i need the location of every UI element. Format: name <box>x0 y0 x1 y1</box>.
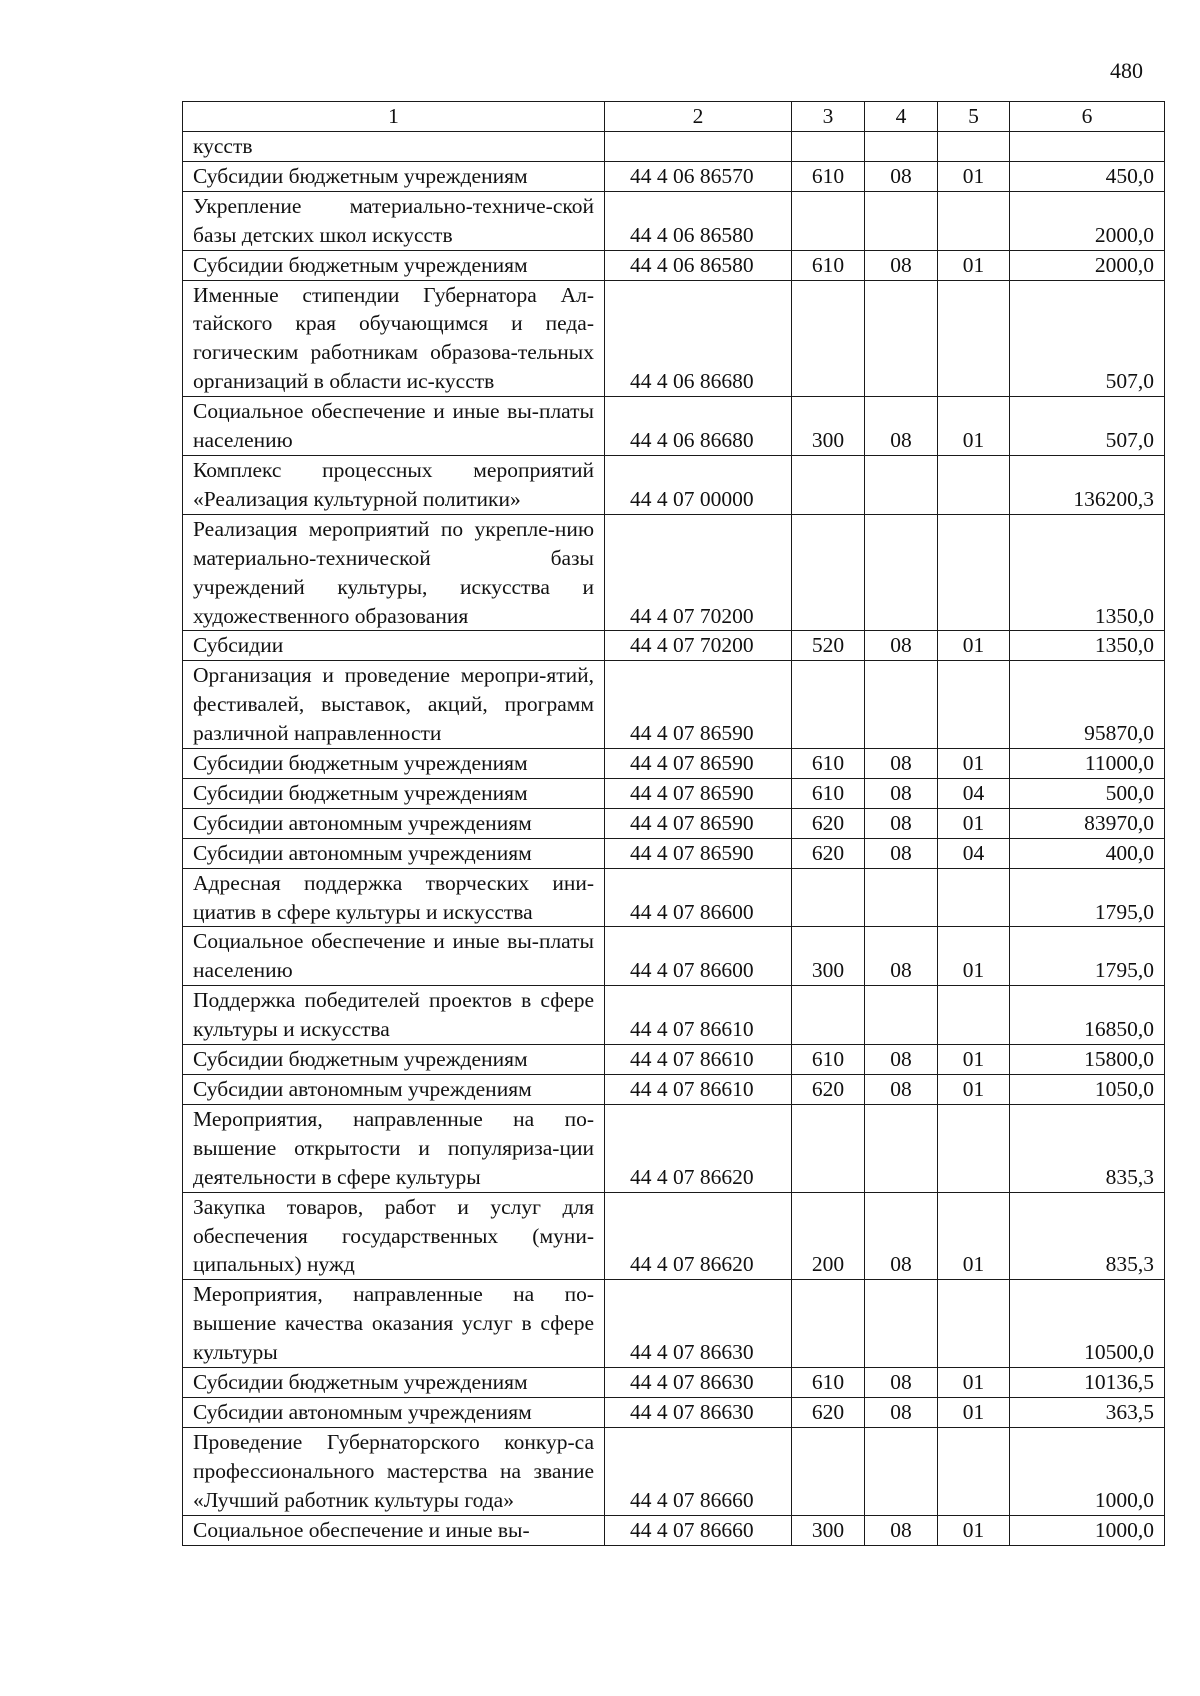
expense-type-code: 200 <box>792 1192 865 1280</box>
table-row <box>183 514 1165 631</box>
section-code <box>865 986 938 1045</box>
target-article-code: 44 4 07 86610 <box>605 986 792 1045</box>
item-name: Именные стипендии Губернатора Ал-тайского края обучающимся и педа-гогическим работникам образова-тельных организаций в области ис-кусств <box>183 280 605 397</box>
amount: 1795,0 <box>1010 927 1165 986</box>
section-code: 08 <box>865 927 938 986</box>
item-name: Субсидии автономным учреждениям <box>183 808 605 838</box>
expense-type-code: 620 <box>792 1075 865 1105</box>
amount: 835,3 <box>1010 1104 1165 1192</box>
section-code <box>865 514 938 631</box>
item-name: Социальное обеспечение и иные вы-платы населению <box>183 927 605 986</box>
table-row <box>183 191 1165 250</box>
subsection-code: 01 <box>938 161 1010 191</box>
table-row <box>183 986 1165 1045</box>
item-name: Субсидии бюджетным учреждениям <box>183 250 605 280</box>
table-row <box>183 868 1165 927</box>
table-row <box>183 1427 1165 1515</box>
table-row <box>183 1075 1165 1105</box>
item-name: Организация и проведение меропри-ятий, фестивалей, выставок, акций, программ различной направленности <box>183 661 605 749</box>
item-name: Проведение Губернаторского конкур-са профессионального мастерства на звание «Лучший работник культуры года» <box>183 1427 605 1515</box>
amount: 1350,0 <box>1010 631 1165 661</box>
expense-type-code <box>792 986 865 1045</box>
column-header-1: 1 <box>183 102 605 132</box>
item-name: Субсидии автономным учреждениям <box>183 838 605 868</box>
subsection-code <box>938 1104 1010 1192</box>
subsection-code <box>938 1427 1010 1515</box>
section-code: 08 <box>865 778 938 808</box>
expense-type-code: 300 <box>792 397 865 456</box>
section-code <box>865 1427 938 1515</box>
expense-type-code: 520 <box>792 631 865 661</box>
table-row <box>183 838 1165 868</box>
subsection-code <box>938 1280 1010 1368</box>
item-name: Субсидии бюджетным учреждениям <box>183 749 605 779</box>
expense-type-code <box>792 1104 865 1192</box>
subsection-code <box>938 986 1010 1045</box>
section-code: 08 <box>865 1192 938 1280</box>
target-article-code: 44 4 07 86600 <box>605 927 792 986</box>
table-row <box>183 661 1165 749</box>
amount: 1350,0 <box>1010 514 1165 631</box>
amount: 11000,0 <box>1010 749 1165 779</box>
item-name: Социальное обеспечение и иные вы-платы населению <box>183 397 605 456</box>
subsection-code: 01 <box>938 927 1010 986</box>
section-code: 08 <box>865 631 938 661</box>
table-row <box>183 1368 1165 1398</box>
amount: 83970,0 <box>1010 808 1165 838</box>
section-code: 08 <box>865 250 938 280</box>
item-name: Мероприятия, направленные на по-вышение качества оказания услуг в сфере культуры <box>183 1280 605 1368</box>
section-code: 08 <box>865 397 938 456</box>
section-code: 08 <box>865 1045 938 1075</box>
item-name: Адресная поддержка творческих ини-циатив в сфере культуры и искусства <box>183 868 605 927</box>
target-article-code: 44 4 07 86630 <box>605 1397 792 1427</box>
amount: 136200,3 <box>1010 455 1165 514</box>
section-code <box>865 455 938 514</box>
amount: 15800,0 <box>1010 1045 1165 1075</box>
section-code: 08 <box>865 1075 938 1105</box>
target-article-code: 44 4 06 86570 <box>605 161 792 191</box>
column-header-5: 5 <box>938 102 1010 132</box>
section-code <box>865 1104 938 1192</box>
expense-type-code: 610 <box>792 161 865 191</box>
subsection-code: 01 <box>938 1075 1010 1105</box>
subsection-code <box>938 132 1010 162</box>
column-header-2: 2 <box>605 102 792 132</box>
amount: 450,0 <box>1010 161 1165 191</box>
expense-type-code: 610 <box>792 1045 865 1075</box>
amount: 363,5 <box>1010 1397 1165 1427</box>
section-code: 08 <box>865 808 938 838</box>
expense-type-code <box>792 455 865 514</box>
target-article-code: 44 4 06 86680 <box>605 397 792 456</box>
target-article-code <box>605 132 792 162</box>
expense-type-code: 610 <box>792 1368 865 1398</box>
subsection-code: 01 <box>938 631 1010 661</box>
target-article-code: 44 4 07 86610 <box>605 1045 792 1075</box>
target-article-code: 44 4 07 86590 <box>605 778 792 808</box>
subsection-code: 01 <box>938 397 1010 456</box>
expense-type-code: 620 <box>792 838 865 868</box>
column-header-6: 6 <box>1010 102 1165 132</box>
item-name: Поддержка победителей проектов в сфере культуры и искусства <box>183 986 605 1045</box>
target-article-code: 44 4 07 86620 <box>605 1192 792 1280</box>
expense-type-code: 620 <box>792 808 865 838</box>
table-row <box>183 1515 1165 1545</box>
target-article-code: 44 4 07 86590 <box>605 838 792 868</box>
item-name: Укрепление материально-техниче-ской базы детских школ искусств <box>183 191 605 250</box>
subsection-code <box>938 280 1010 397</box>
amount: 16850,0 <box>1010 986 1165 1045</box>
target-article-code: 44 4 06 86680 <box>605 280 792 397</box>
target-article-code: 44 4 07 86660 <box>605 1427 792 1515</box>
item-name: Реализация мероприятий по укрепле-нию материально-технической базы учреждений культуры, искусства и художественного образования <box>183 514 605 631</box>
expense-type-code <box>792 514 865 631</box>
item-name: Субсидии <box>183 631 605 661</box>
expense-type-code: 610 <box>792 749 865 779</box>
section-code: 08 <box>865 838 938 868</box>
target-article-code: 44 4 07 86620 <box>605 1104 792 1192</box>
table-row <box>183 1045 1165 1075</box>
amount: 1795,0 <box>1010 868 1165 927</box>
target-article-code: 44 4 07 86600 <box>605 868 792 927</box>
subsection-code <box>938 868 1010 927</box>
section-code: 08 <box>865 1515 938 1545</box>
table-row <box>183 397 1165 456</box>
target-article-code: 44 4 06 86580 <box>605 191 792 250</box>
section-code <box>865 868 938 927</box>
subsection-code: 01 <box>938 1397 1010 1427</box>
amount: 10136,5 <box>1010 1368 1165 1398</box>
item-name: Субсидии автономным учреждениям <box>183 1397 605 1427</box>
section-code: 08 <box>865 161 938 191</box>
target-article-code: 44 4 07 00000 <box>605 455 792 514</box>
table-row <box>183 132 1165 162</box>
expense-type-code: 300 <box>792 1515 865 1545</box>
subsection-code <box>938 455 1010 514</box>
expense-type-code <box>792 661 865 749</box>
target-article-code: 44 4 07 86590 <box>605 661 792 749</box>
table-header-row <box>183 102 1165 132</box>
table-row <box>183 250 1165 280</box>
item-name: Социальное обеспечение и иные вы- <box>183 1515 605 1545</box>
subsection-code: 04 <box>938 778 1010 808</box>
expense-type-code <box>792 191 865 250</box>
amount: 2000,0 <box>1010 191 1165 250</box>
table-row <box>183 1104 1165 1192</box>
table-row <box>183 808 1165 838</box>
amount: 1000,0 <box>1010 1427 1165 1515</box>
table-row <box>183 631 1165 661</box>
item-name: Субсидии бюджетным учреждениям <box>183 1045 605 1075</box>
subsection-code: 01 <box>938 749 1010 779</box>
amount: 10500,0 <box>1010 1280 1165 1368</box>
table-row <box>183 1192 1165 1280</box>
target-article-code: 44 4 07 86630 <box>605 1368 792 1398</box>
subsection-code: 01 <box>938 250 1010 280</box>
target-article-code: 44 4 07 86660 <box>605 1515 792 1545</box>
item-name: Субсидии бюджетным учреждениям <box>183 161 605 191</box>
target-article-code: 44 4 07 70200 <box>605 631 792 661</box>
expense-type-code <box>792 280 865 397</box>
section-code: 08 <box>865 749 938 779</box>
table-row <box>183 927 1165 986</box>
amount: 835,3 <box>1010 1192 1165 1280</box>
column-header-3: 3 <box>792 102 865 132</box>
section-code <box>865 191 938 250</box>
target-article-code: 44 4 07 86590 <box>605 749 792 779</box>
expense-type-code <box>792 868 865 927</box>
target-article-code: 44 4 07 86590 <box>605 808 792 838</box>
section-code <box>865 1280 938 1368</box>
subsection-code: 01 <box>938 1045 1010 1075</box>
amount: 1000,0 <box>1010 1515 1165 1545</box>
amount: 507,0 <box>1010 280 1165 397</box>
table-row <box>183 778 1165 808</box>
subsection-code <box>938 514 1010 631</box>
amount: 500,0 <box>1010 778 1165 808</box>
item-name: Мероприятия, направленные на по-вышение открытости и популяриза-ции деятельности в сфере культуры <box>183 1104 605 1192</box>
item-name: Субсидии бюджетным учреждениям <box>183 778 605 808</box>
table-row <box>183 749 1165 779</box>
expense-type-code: 300 <box>792 927 865 986</box>
subsection-code <box>938 191 1010 250</box>
expense-type-code: 610 <box>792 250 865 280</box>
subsection-code: 01 <box>938 1192 1010 1280</box>
expense-type-code: 620 <box>792 1397 865 1427</box>
amount: 507,0 <box>1010 397 1165 456</box>
amount: 95870,0 <box>1010 661 1165 749</box>
table-body <box>183 132 1165 1546</box>
expense-type-code <box>792 1427 865 1515</box>
expense-type-code: 610 <box>792 778 865 808</box>
item-name: Субсидии автономным учреждениям <box>183 1075 605 1105</box>
subsection-code: 01 <box>938 808 1010 838</box>
item-name: кусств <box>183 132 605 162</box>
expense-type-code <box>792 1280 865 1368</box>
subsection-code: 04 <box>938 838 1010 868</box>
target-article-code: 44 4 07 86630 <box>605 1280 792 1368</box>
item-name: Комплекс процессных мероприятий «Реализация культурной политики» <box>183 455 605 514</box>
expense-type-code <box>792 132 865 162</box>
table-row <box>183 161 1165 191</box>
budget-table <box>182 101 1165 1546</box>
amount: 2000,0 <box>1010 250 1165 280</box>
section-code: 08 <box>865 1368 938 1398</box>
section-code <box>865 132 938 162</box>
section-code <box>865 280 938 397</box>
section-code <box>865 661 938 749</box>
table-row <box>183 280 1165 397</box>
subsection-code <box>938 661 1010 749</box>
page-number: 480 <box>1110 58 1143 83</box>
column-header-4: 4 <box>865 102 938 132</box>
table-row <box>183 1397 1165 1427</box>
item-name: Субсидии бюджетным учреждениям <box>183 1368 605 1398</box>
subsection-code: 01 <box>938 1368 1010 1398</box>
target-article-code: 44 4 07 86610 <box>605 1075 792 1105</box>
amount <box>1010 132 1165 162</box>
table-row <box>183 1280 1165 1368</box>
item-name: Закупка товаров, работ и услуг для обеспечения государственных (муни-ципальных) нужд <box>183 1192 605 1280</box>
section-code: 08 <box>865 1397 938 1427</box>
target-article-code: 44 4 06 86580 <box>605 250 792 280</box>
target-article-code: 44 4 07 70200 <box>605 514 792 631</box>
amount: 1050,0 <box>1010 1075 1165 1105</box>
amount: 400,0 <box>1010 838 1165 868</box>
table-row <box>183 455 1165 514</box>
subsection-code: 01 <box>938 1515 1010 1545</box>
